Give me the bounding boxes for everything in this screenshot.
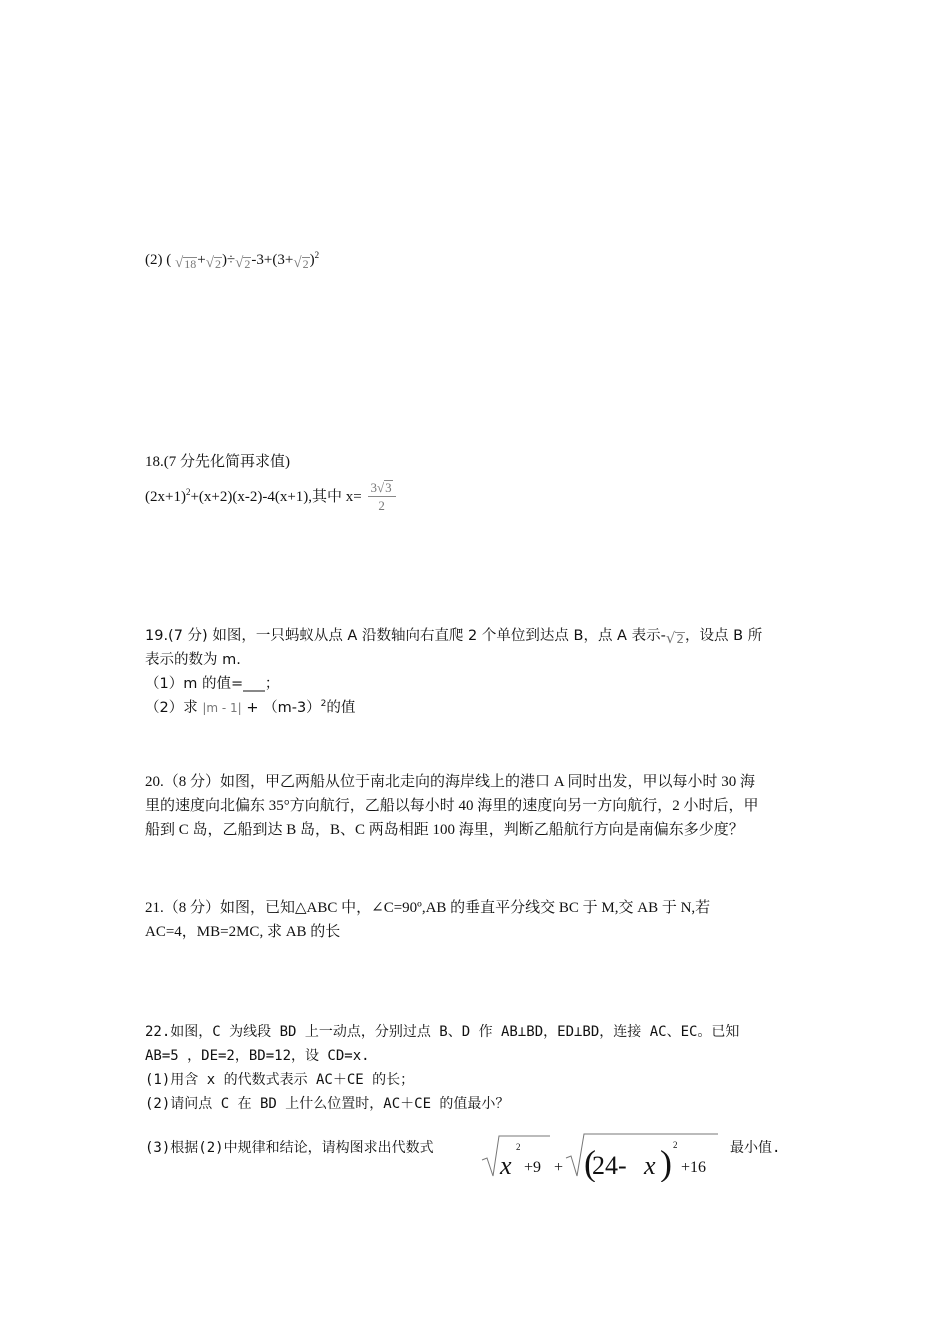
problem-21-line-2: AC=4，MB=2MC, 求 AB 的长 [145, 924, 341, 940]
problem-19-item-2: （2）求 $|m - 1| + (m-3)^2$的值 [145, 699, 356, 716]
sqrt-18: √ 18 [175, 255, 197, 271]
problem-22-line-1: 22.如图，C 为线段 BD 上一动点，分别过点 B、D 作 AB⊥BD，ED⊥BD，连接 AC、EC。已知 [145, 1024, 740, 1040]
problem-22-item-1: (1)用含 x 的代数式表示 AC＋CE 的长； [145, 1072, 415, 1088]
problem-22 [145, 1020, 815, 1116]
problem-18-title: 18.(7 分先化简再求值) [145, 454, 290, 470]
problem-19-line-2: 表示的数为 m. [145, 652, 241, 668]
problem-22-item-3-end: 最小值. [730, 1140, 781, 1156]
problem-22-item-2: (2)请问点 C 在 BD 上什么位置时，AC＋CE 的值最小？ [145, 1096, 510, 1112]
formula-x: x [644, 1151, 656, 1180]
problem-18 [145, 450, 815, 515]
formula-right-paren: ) [660, 1143, 672, 1182]
problem-22-line-2: AB=5 ，DE=2，BD=12，设 CD=x. [145, 1048, 370, 1064]
text: (2) ( [145, 252, 172, 268]
formula-x: x [500, 1151, 512, 1180]
formula-left-paren: ( [584, 1143, 596, 1182]
problem-18-expression: $(2x+1)^2+(x+2)(x-2)-4(x+1)$,其中 x= 3 √ 3 2 [145, 480, 815, 515]
sqrt-2: √ 2 [665, 629, 685, 647]
formula-plus: + [554, 1159, 564, 1176]
problem-19 [145, 624, 815, 720]
formula-plus-9: +9 [524, 1159, 542, 1176]
fraction: 3 √ 3 2 [368, 480, 396, 515]
problem-20 [145, 770, 815, 842]
formula-24-minus: 24- [592, 1151, 627, 1180]
problem-20-line-2: 里的速度向北偏东 35°方向航行，乙船以每小时 40 海里的速度向另一方向航行，2 小时后，甲 [145, 798, 759, 814]
problem-19-item-1: （1）m 的值=___； [145, 676, 280, 692]
formula-square: 2 [673, 1140, 678, 1150]
sqrt-2: √ 2 [205, 255, 221, 271]
sqrt-2: √ 2 [235, 255, 251, 271]
problem-19-line-1: 19.(7 分) 如图，一只蚂蚁从点 A 沿数轴向右直爬 2 个单位到达点 B，点 A 表示- √ 2 ，设点 B 所 [145, 628, 763, 647]
formula-plus-16: +16 [681, 1159, 707, 1176]
formula-square: 2 [516, 1142, 521, 1152]
problem-22-item-3: (3)根据(2)中规律和结论，请构图求出代数式 [145, 1140, 434, 1156]
problem-21-line-1: 21.（8 分）如图，已知△ABC 中，∠C=90º,AB 的垂直平分线交 BC 于 M,交 AB 于 N,若 [145, 900, 711, 916]
radical-formula [478, 1128, 728, 1182]
sqrt-2: √ 2 [293, 255, 309, 271]
problem-20-line-3: 船到 C 岛，乙船到达 B 岛，B、C 两岛相距 100 海里，判断乙船航行方向是南偏东多少度？ [145, 822, 744, 838]
problem-17-part-2: (2) ( √ 18 + √ 2 )÷ √ 2 -3+(3+ √ 2 )$^2$ [145, 250, 320, 271]
problem-20-line-1: 20.（8 分）如图，甲乙两船从位于南北走向的海岸线上的港口 A 同时出发，甲以每小时 30 海 [145, 774, 756, 790]
problem-21 [145, 896, 815, 944]
